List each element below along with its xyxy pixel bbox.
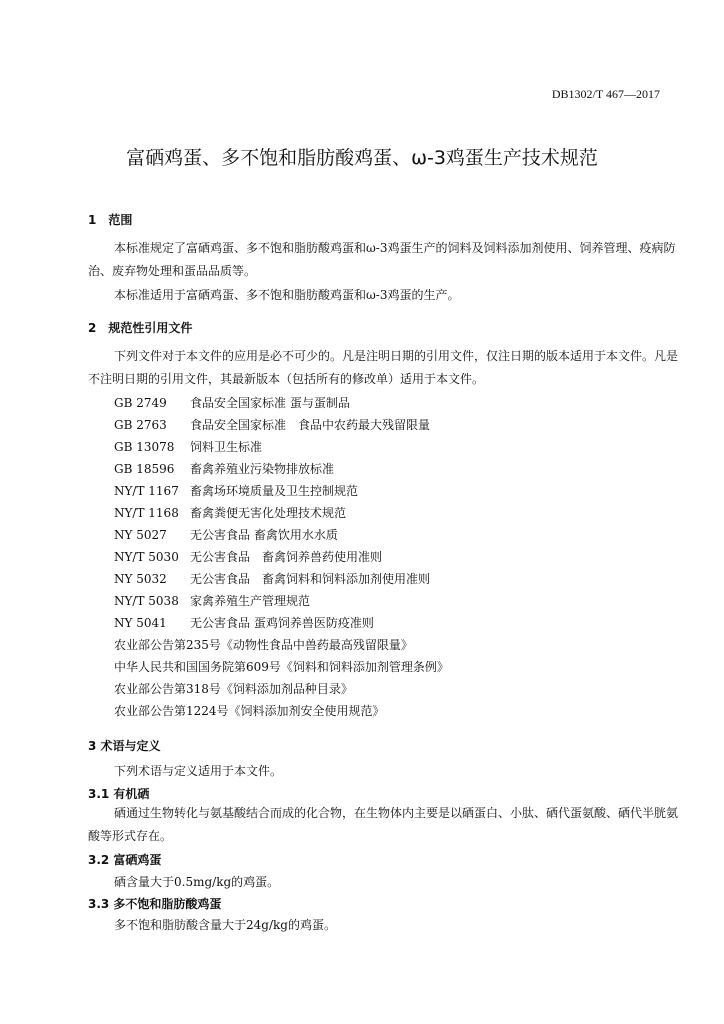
reference-item xyxy=(114,482,358,499)
section-1-paragraph-2: 本标准适用于富硒鸡蛋、多不饱和脂肪酸鸡蛋和ω-3鸡蛋的生产。 xyxy=(114,288,460,302)
reference-code: NY 5041 xyxy=(114,616,167,630)
term-3-2-definition: 硒含量大于0.5mg/kg的鸡蛋。 xyxy=(114,875,280,889)
reference-item xyxy=(114,592,310,609)
reference-item xyxy=(114,416,430,433)
reference-code: NY/T 5038 xyxy=(114,594,179,608)
notice-item: 农业部公告第235号《动物性食品中兽药最高残留限量》 xyxy=(114,638,413,652)
reference-name: 食品安全国家标准 蛋与蛋制品 xyxy=(190,396,350,410)
reference-name: 无公害食品 蛋鸡饲养兽医防疫准则 xyxy=(190,616,374,630)
reference-name: 饲料卫生标准 xyxy=(190,440,263,454)
section-1-paragraph-1: 本标准规定了富硒鸡蛋、多不饱和脂肪酸鸡蛋和ω-3鸡蛋生产的饲料及饲料添加剂使用、饲养管理、疫病防治、废弃物处理和蛋品品质等。 xyxy=(88,241,676,278)
term-3-1-definition: 硒通过生物转化与氨基酸结合而成的化合物，在生物体内主要是以硒蛋白、小肽、硒代蛋氨酸、硒代半胱氨酸等形式存在。 xyxy=(88,806,679,843)
reference-name: 畜禽粪便无害化处理技术规范 xyxy=(190,506,347,520)
notice-item: 农业部公告第1224号《饲料添加剂安全使用规范》 xyxy=(114,704,385,718)
reference-item xyxy=(114,614,374,631)
reference-item xyxy=(114,504,346,521)
section-3-intro: 下列术语与定义适用于本文件。 xyxy=(114,764,283,778)
reference-name: 无公害食品 畜禽饲养兽药使用准则 xyxy=(190,550,383,564)
reference-code: NY/T 5030 xyxy=(114,550,179,564)
section-3-heading: 3 术语与定义 xyxy=(88,739,161,753)
reference-item xyxy=(114,394,350,411)
reference-item xyxy=(114,460,334,477)
notice-item: 农业部公告第318号《饲料添加剂品种目录》 xyxy=(114,682,353,696)
reference-code: NY 5027 xyxy=(114,528,167,542)
section-2-intro: 下列文件对于本文件的应用是必不可少的。凡是注明日期的引用文件，仅注日期的版本适用于本文件。凡是不注明日期的引用文件，其最新版本（包括所有的修改单）适用于本文件。 xyxy=(88,349,679,386)
reference-name: 无公害食品 畜禽饮用水水质 xyxy=(190,528,338,542)
reference-code: GB 2763 xyxy=(114,418,167,432)
standard-code: DB1302/T 467—2017 xyxy=(551,87,660,101)
reference-code: GB 13078 xyxy=(114,440,175,454)
reference-name: 无公害食品 畜禽饲料和饲料添加剂使用准则 xyxy=(190,572,431,586)
term-3-2-heading: 3.2 富硒鸡蛋 xyxy=(88,853,162,867)
reference-code: NY 5032 xyxy=(114,572,167,586)
notice-item: 中华人民共和国国务院第609号《饲料和饲料添加剂管理条例》 xyxy=(114,660,449,674)
reference-code: NY/T 1167 xyxy=(114,484,179,498)
reference-name: 食品安全国家标准 食品中农药最大残留限量 xyxy=(190,418,431,432)
reference-name: 畜禽养殖业污染物排放标准 xyxy=(190,462,335,476)
reference-item xyxy=(114,548,382,565)
term-3-1-heading: 3.1 有机硒 xyxy=(88,787,150,801)
section-2-heading: 2 规范性引用文件 xyxy=(88,321,193,335)
term-3-3-definition: 多不饱和脂肪酸含量大于24g/kg的鸡蛋。 xyxy=(114,918,336,932)
document-title: 富硒鸡蛋、多不饱和脂肪酸鸡蛋、ω-3鸡蛋生产技术规范 xyxy=(126,147,598,169)
reference-name: 畜禽场环境质量及卫生控制规范 xyxy=(190,484,359,498)
section-1-heading: 1 范围 xyxy=(88,213,133,227)
reference-code: NY/T 1168 xyxy=(114,506,179,520)
reference-code: GB 18596 xyxy=(114,462,175,476)
reference-item xyxy=(114,570,430,587)
reference-item xyxy=(114,438,262,455)
reference-code: GB 2749 xyxy=(114,396,167,410)
reference-name: 家禽养殖生产管理规范 xyxy=(190,594,311,608)
term-3-3-heading: 3.3 多不饱和脂肪酸鸡蛋 xyxy=(88,897,222,911)
reference-item xyxy=(114,526,338,543)
